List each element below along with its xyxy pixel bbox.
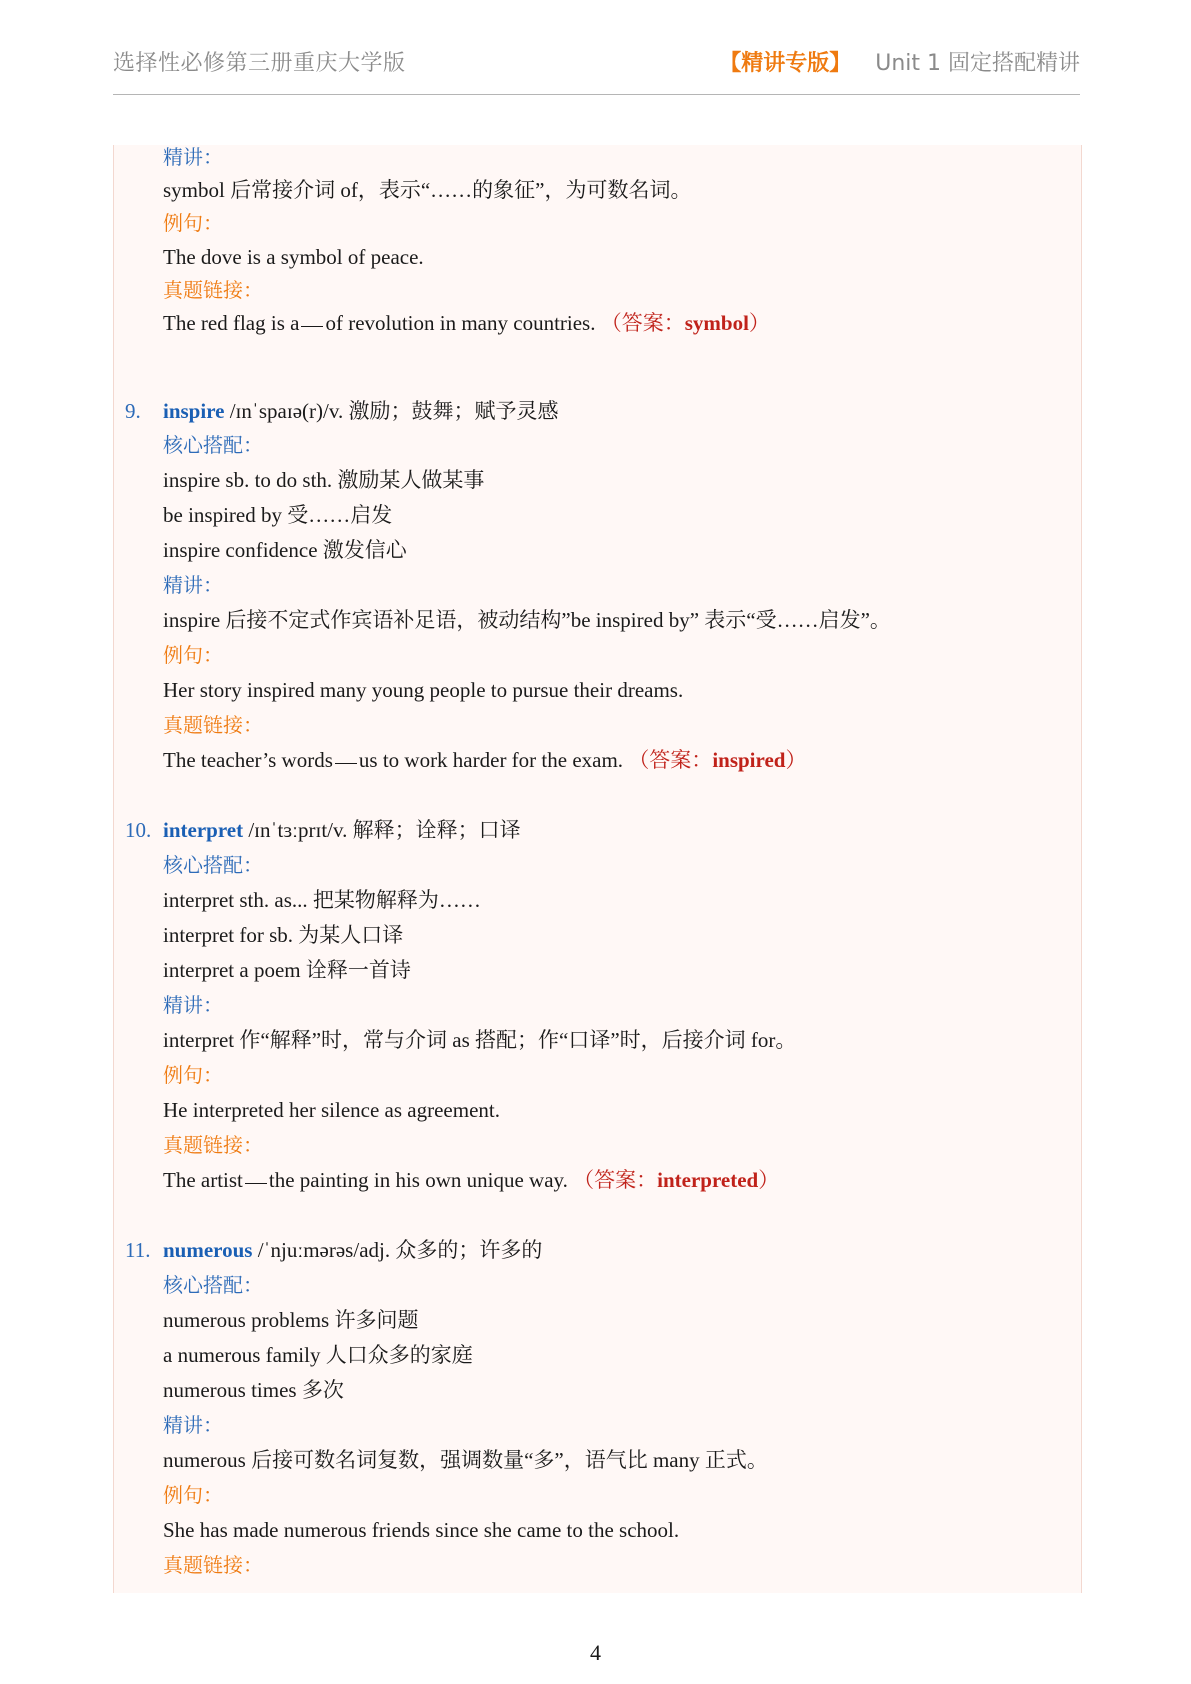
exam-question: The red flag is a of revolution in many countries. （答案：symbol） bbox=[163, 311, 770, 335]
core-label: 核心搭配： bbox=[163, 853, 263, 877]
unit-title: Unit 1 固定搭配精讲 bbox=[875, 51, 1080, 76]
headword: inspire bbox=[163, 399, 225, 423]
header-right bbox=[719, 46, 1080, 77]
headword-line-inspire: 9. inspire /ɪnˈspaɪə(r)/v. 激励；鼓舞；赋予灵感 bbox=[125, 399, 559, 423]
example-sentence: He interpreted her silence as agreement. bbox=[163, 1098, 500, 1122]
collocation: inspire confidence 激发信心 bbox=[163, 538, 407, 562]
core-label: 核心搭配： bbox=[163, 1273, 263, 1297]
example-sentence: She has made numerous friends since she came to the school. bbox=[163, 1518, 680, 1542]
book-title: 选择性必修第三册重庆大学版 bbox=[113, 51, 406, 76]
example-sentence: The dove is a symbol of peace. bbox=[163, 245, 424, 269]
page-header bbox=[113, 44, 1080, 95]
collocation: be inspired by 受……启发 bbox=[163, 503, 393, 527]
exam-label: 真题链接： bbox=[163, 1553, 263, 1577]
page-number: 4 bbox=[590, 1640, 601, 1665]
explain-label: 精讲： bbox=[163, 993, 223, 1017]
collocation: a numerous family 人口众多的家庭 bbox=[163, 1343, 473, 1367]
answer: （答案：interpreted） bbox=[573, 1168, 780, 1192]
answer-blank bbox=[301, 326, 323, 327]
exam-label: 真题链接： bbox=[163, 1133, 263, 1157]
explain-text: numerous 后接可数名词复数，强调数量“多”，语气比 many 正式。 bbox=[163, 1448, 768, 1472]
answer-blank bbox=[335, 763, 357, 764]
example-label: 例句： bbox=[163, 211, 223, 235]
explain-text: symbol 后常接介词 of，表示“……的象征”，为可数名词。 bbox=[163, 178, 692, 202]
exam-question: The artist the painting in his own unique way. （答案：interpreted） bbox=[163, 1168, 780, 1192]
headword: numerous bbox=[163, 1238, 253, 1262]
example-label: 例句： bbox=[163, 1483, 223, 1507]
explain-label: 精讲： bbox=[163, 145, 223, 169]
collocation: numerous problems 许多问题 bbox=[163, 1308, 419, 1332]
exam-question: The teacher’s words us to work harder for the exam. （答案：inspired） bbox=[163, 748, 807, 772]
edition-badge: 【精讲专版】 bbox=[719, 51, 852, 76]
exam-label: 真题链接： bbox=[163, 278, 263, 302]
explain-label: 精讲： bbox=[163, 573, 223, 597]
collocation: interpret for sb. 为某人口译 bbox=[163, 923, 404, 947]
explain-label: 精讲： bbox=[163, 1413, 223, 1437]
answer: （答案：inspired） bbox=[628, 748, 807, 772]
example-label: 例句： bbox=[163, 1063, 223, 1087]
explain-text: interpret 作“解释”时，常与介词 as 搭配；作“口译”时，后接介词 for。 bbox=[163, 1028, 797, 1052]
collocation: interpret a poem 诠释一首诗 bbox=[163, 958, 411, 982]
answer: （答案：symbol） bbox=[600, 311, 770, 335]
headword-line-interpret: 10. interpret /ɪnˈtɜːprɪt/v. 解释；诠释；口译 bbox=[125, 818, 521, 842]
exam-label: 真题链接： bbox=[163, 713, 263, 737]
example-label: 例句： bbox=[163, 643, 223, 667]
example-sentence: Her story inspired many young people to pursue their dreams. bbox=[163, 678, 684, 702]
collocation: numerous times 多次 bbox=[163, 1378, 344, 1402]
collocation: interpret sth. as... 把某物解释为…… bbox=[163, 888, 481, 912]
core-label: 核心搭配： bbox=[163, 433, 263, 457]
headword: interpret bbox=[163, 818, 244, 842]
explain-text: inspire 后接不定式作宾语补足语，被动结构”be inspired by” 表示“受……启发”。 bbox=[163, 608, 891, 632]
headword-line-numerous: 11. numerous /ˈnjuːmərəs/adj. 众多的；许多的 bbox=[125, 1238, 543, 1262]
collocation: inspire sb. to do sth. 激励某人做某事 bbox=[163, 468, 485, 492]
answer-blank bbox=[245, 1183, 267, 1184]
